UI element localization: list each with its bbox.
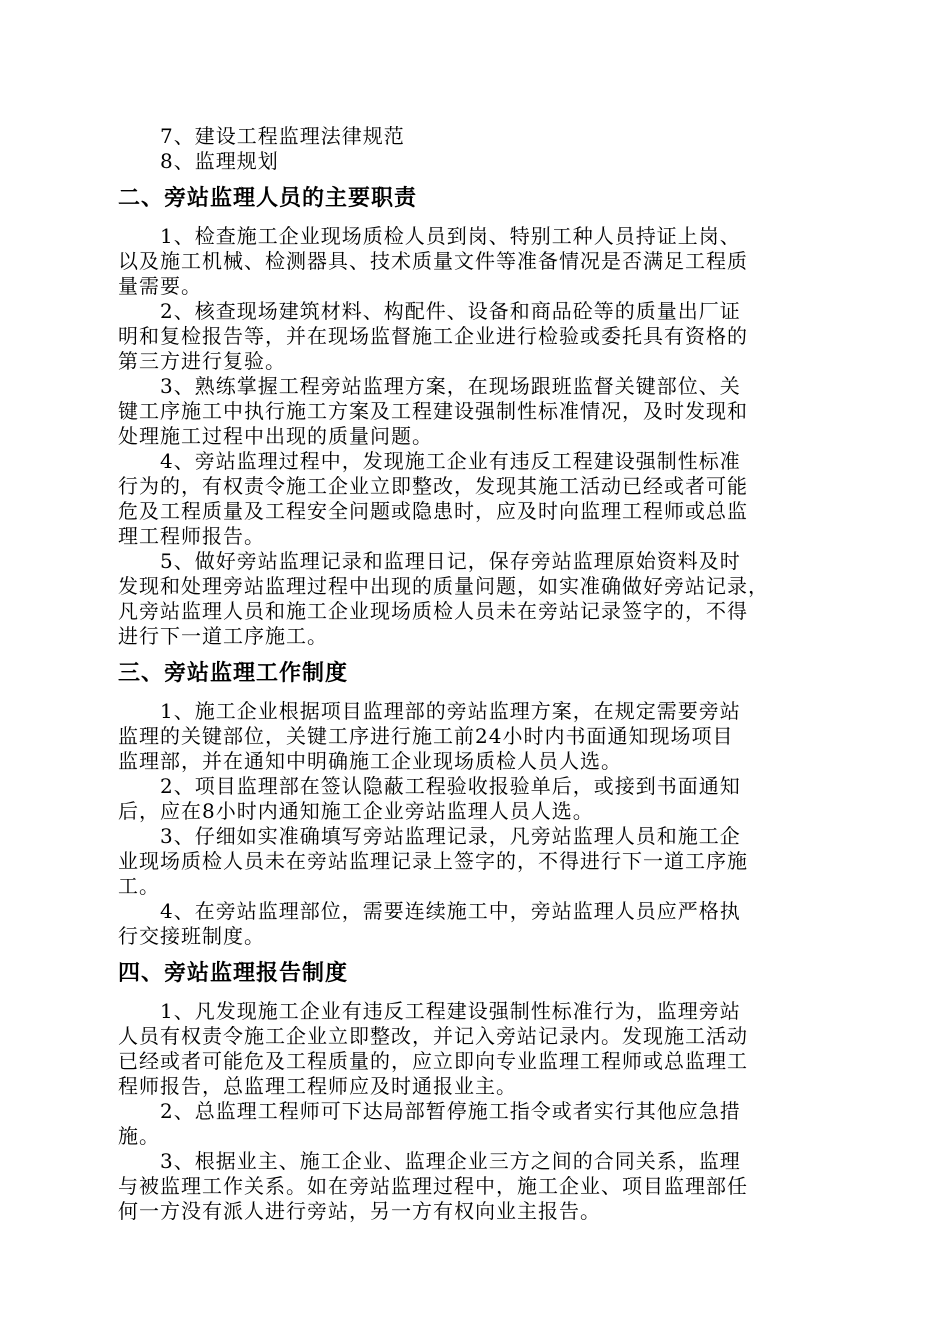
- paragraph-line: 处理施工过程中出现的质量问题。: [118, 424, 433, 448]
- section-heading: 二、旁站监理人员的主要职责: [118, 186, 418, 211]
- paragraph-line: 1、凡发现施工企业有违反工程建设强制性标准行为，监理旁站: [160, 999, 741, 1023]
- paragraph-line: 5、做好旁站监理记录和监理日记，保存旁站监理原始资料及时: [160, 549, 741, 573]
- paragraph-line: 监理的关键部位，关键工序进行施工前24小时内书面通知现场项目: [118, 724, 734, 748]
- paragraph-line: 与被监理工作关系。如在旁站监理过程中，施工企业、项目监理部任: [118, 1174, 748, 1198]
- paragraph: [118, 899, 798, 949]
- paragraph-line: 理工程师报告。: [118, 524, 265, 548]
- paragraph-line: 监理部，并在通知中明确施工企业现场质检人员人选。: [118, 749, 622, 773]
- list-item: 7、建设工程监理法律规范: [160, 124, 405, 148]
- paragraph-line: 1、检查施工企业现场质检人员到岗、特别工种人员持证上岗、: [160, 224, 741, 248]
- paragraph-line: 3、根据业主、施工企业、监理企业三方之间的合同关系，监理: [160, 1149, 741, 1173]
- paragraph-line: 键工序施工中执行施工方案及工程建设强制性标准情况，及时发现和: [118, 399, 748, 423]
- paragraph-line: 4、在旁站监理部位，需要连续施工中，旁站监理人员应严格执: [160, 899, 741, 923]
- paragraph-line: 人员有权责令施工企业立即整改，并记入旁站记录内。发现施工活动: [118, 1024, 748, 1048]
- paragraph: [118, 699, 798, 774]
- paragraph-line: 危及工程质量及工程安全问题或隐患时，应及时向监理工程师或总监: [118, 499, 748, 523]
- section-heading: 四、旁站监理报告制度: [118, 961, 349, 986]
- paragraph-line: 发现和处理旁站监理过程中出现的质量问题，如实准确做好旁站记录，: [118, 574, 769, 598]
- paragraph-line: 第三方进行复验。: [118, 349, 286, 373]
- paragraph-line: 程师报告，总监理工程师应及时通报业主。: [118, 1074, 517, 1098]
- paragraph-line: 3、仔细如实准确填写旁站监理记录，凡旁站监理人员和施工企: [160, 824, 741, 848]
- paragraph-line: 以及施工机械、检测器具、技术质量文件等准备情况是否满足工程质: [118, 249, 748, 273]
- paragraph-line: 2、项目监理部在签认隐蔽工程验收报验单后，或接到书面通知: [160, 774, 741, 798]
- paragraph-line: 已经或者可能危及工程质量的，应立即向专业监理工程师或总监理工: [118, 1049, 748, 1073]
- paragraph-line: 施。: [118, 1124, 160, 1148]
- paragraph-line: 2、核查现场建筑材料、构配件、设备和商品砼等的质量出厂证: [160, 299, 741, 323]
- paragraph-line: 进行下一道工序施工。: [118, 624, 328, 648]
- paragraph-line: 4、旁站监理过程中，发现施工企业有违反工程建设强制性标准: [160, 449, 741, 473]
- paragraph: [118, 824, 798, 899]
- paragraph-line: 3、熟练掌握工程旁站监理方案，在现场跟班监督关键部位、关: [160, 374, 741, 398]
- paragraph: [118, 449, 798, 549]
- paragraph: [118, 549, 798, 649]
- paragraph: [118, 374, 798, 449]
- paragraph-line: 何一方没有派人进行旁站，另一方有权向业主报告。: [118, 1199, 601, 1223]
- paragraph: [118, 299, 798, 374]
- paragraph-line: 行交接班制度。: [118, 924, 265, 948]
- paragraph-line: 1、施工企业根据项目监理部的旁站监理方案，在规定需要旁站: [160, 699, 741, 723]
- paragraph: [118, 774, 798, 824]
- paragraph: [118, 999, 798, 1099]
- paragraph-line: 2、总监理工程师可下达局部暂停施工指令或者实行其他应急措: [160, 1099, 741, 1123]
- paragraph: [118, 1149, 798, 1224]
- paragraph: [118, 224, 798, 299]
- paragraph-line: 明和复检报告等，并在现场监督施工企业进行检验或委托具有资格的: [118, 324, 748, 348]
- document-body: [118, 124, 798, 1224]
- paragraph: [118, 1099, 798, 1149]
- section-heading: 三、旁站监理工作制度: [118, 661, 349, 686]
- paragraph-line: 行为的，有权责令施工企业立即整改，发现其施工活动已经或者可能: [118, 474, 748, 498]
- paragraph-line: 量需要。: [118, 274, 202, 298]
- list-item: 8、监理规划: [160, 149, 279, 173]
- paragraph-line: 凡旁站监理人员和施工企业现场质检人员未在旁站记录签字的，不得: [118, 599, 748, 623]
- paragraph-line: 业现场质检人员未在旁站监理记录上签字的，不得进行下一道工序施: [118, 849, 748, 873]
- paragraph-line: 工。: [118, 874, 160, 898]
- paragraph-line: 后，应在8小时内通知施工企业旁站监理人员人选。: [118, 799, 594, 823]
